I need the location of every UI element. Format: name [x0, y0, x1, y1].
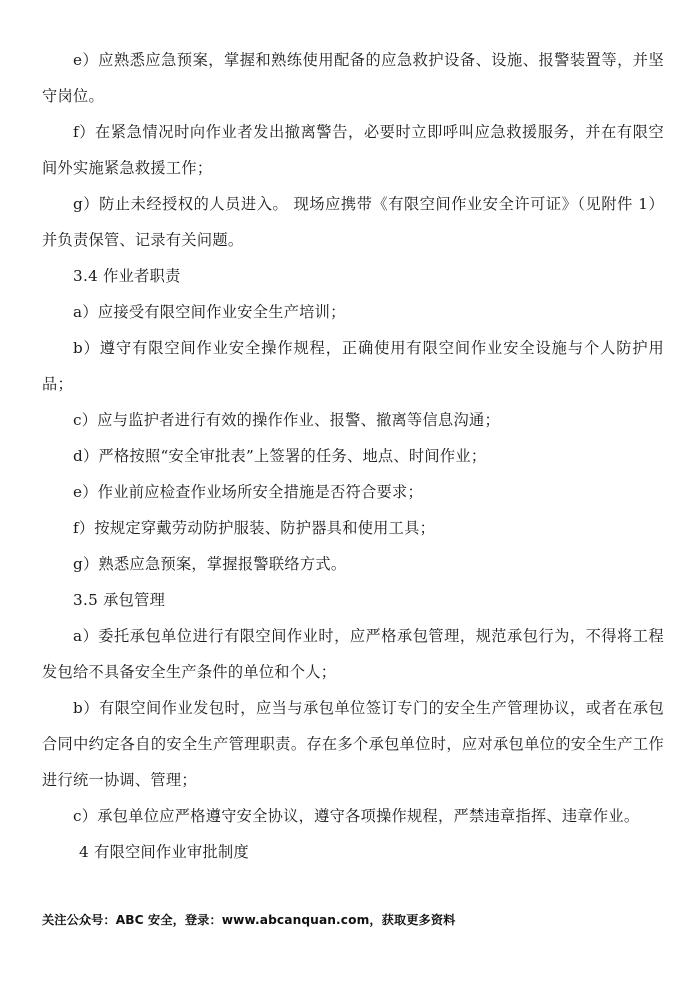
section-heading-3-4: 3.4 作业者职责 [73, 267, 181, 285]
section-heading-3-5: 3.5 承包管理 [73, 591, 166, 609]
paragraph-f-evacuation-warning: f）在紧急情况时向作业者发出撤离警告，必要时立即呼叫应急救援服务，并在有限空间外实施紧急救援工作； [42, 123, 664, 177]
paragraph-g-prevent-unauthorized: g）防止未经授权的人员进入。 现场应携带《有限空间作业安全许可证》（见附件 1）并负责保管、记录有关问题。 [42, 195, 664, 249]
section-heading-4: 4 有限空间作业审批制度 [79, 843, 249, 861]
paragraph-b-safety-agreement: b）有限空间作业发包时，应当与承包单位签订专门的安全生产管理协议，或者在承包合同中约定各自的安全生产管理职责。存在多个承包单位时，应对承包单位的安全生产工作进行统一协调、管理； [42, 699, 664, 789]
paragraph-g-emergency-plan: g）熟悉应急预案，掌握报警联络方式。 [73, 555, 347, 573]
paragraph-f-protective-gear: f）按规定穿戴劳动防护服装、防护器具和使用工具； [73, 519, 436, 537]
footer-promo-text: 关注公众号：ABC 安全，登录：www.abcanquan.com，获取更多资料 [42, 913, 456, 927]
paragraph-a-training: a）应接受有限空间作业安全生产培训； [73, 303, 346, 321]
document-body [42, 42, 664, 870]
paragraph-a-contractor-management: a）委托承包单位进行有限空间作业时，应严格承包管理，规范承包行为，不得将工程发包给不具备安全生产条件的单位和个人； [42, 627, 664, 681]
paragraph-e-check-measures: e）作业前应检查作业场所安全措施是否符合要求； [73, 483, 424, 501]
paragraph-d-approval-form: d）严格按照“安全审批表”上签署的任务、地点、时间作业； [73, 447, 487, 465]
paragraph-e-emergency-duties: e）应熟悉应急预案，掌握和熟练使用配备的应急救护设备、设施、报警装置等，并坚守岗位。 [42, 51, 664, 105]
paragraph-c-contractor-compliance: c）承包单位应严格遵守安全协议，遵守各项操作规程，严禁违章指挥、违章作业。 [73, 807, 640, 825]
paragraph-b-follow-rules: b）遵守有限空间作业安全操作规程，正确使用有限空间作业安全设施与个人防护用品； [42, 339, 664, 393]
paragraph-c-communication: c）应与监护者进行有效的操作作业、报警、撤离等信息沟通； [73, 411, 500, 429]
